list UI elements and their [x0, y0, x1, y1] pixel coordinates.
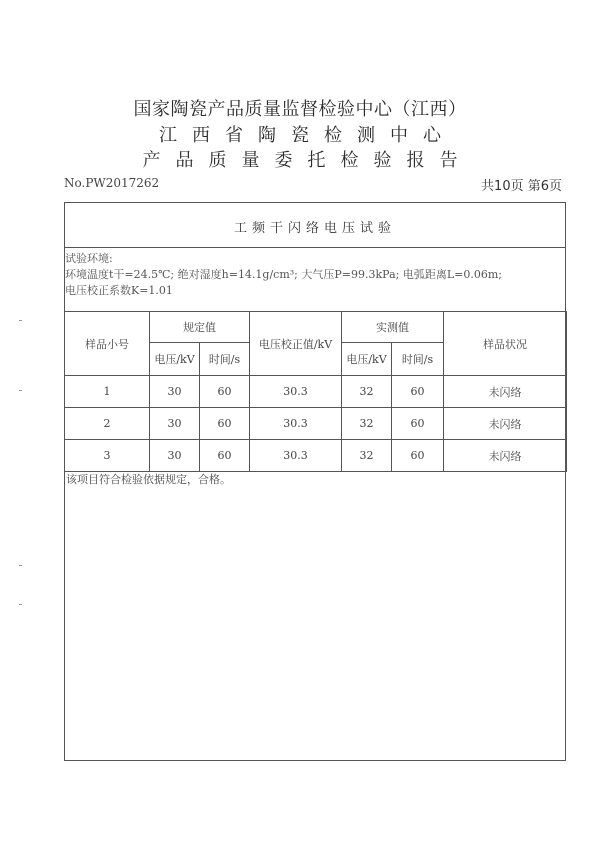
cell-sample-no: 1	[65, 376, 150, 408]
cell-meas-voltage: 32	[342, 408, 392, 440]
cell-meas-time: 60	[392, 440, 444, 472]
report-title: 产品质量委托检验报告	[142, 150, 473, 171]
divider	[65, 247, 565, 248]
cell-spec-voltage: 30	[150, 440, 200, 472]
cell-spec-voltage: 30	[150, 408, 200, 440]
cell-sample-no: 2	[65, 408, 150, 440]
cell-meas-time: 60	[392, 408, 444, 440]
report-frame	[64, 202, 566, 761]
subheader-spec-voltage: 电压/kV	[150, 343, 200, 376]
margin-tick	[19, 604, 22, 605]
voltage-correction-factor: 电压校正系数K=1.01	[65, 284, 173, 297]
header-measured-value: 实测值	[342, 312, 444, 343]
subheader-meas-voltage: 电压/kV	[342, 343, 392, 376]
section-title: 工频干闪络电压试验	[233, 221, 396, 236]
table-row	[65, 408, 567, 440]
cell-corrected-voltage: 30.3	[250, 408, 342, 440]
cell-meas-time: 60	[392, 376, 444, 408]
cell-status: 未闪络	[444, 408, 567, 440]
conclusion-text: 该项目符合检验依据规定，合格。	[66, 473, 231, 486]
table-row	[65, 376, 567, 408]
header-corrected-voltage: 电压校正值/kV	[250, 312, 342, 376]
cell-corrected-voltage: 30.3	[250, 376, 342, 408]
test-environment	[65, 251, 502, 299]
cell-spec-time: 60	[200, 408, 250, 440]
cell-status: 未闪络	[444, 440, 567, 472]
header-sample-status: 样品状况	[444, 312, 567, 376]
margin-tick	[19, 320, 22, 321]
center-name-title: 国家陶瓷产品质量监督检验中心（江西）	[133, 99, 467, 120]
cell-meas-voltage: 32	[342, 376, 392, 408]
environment-conditions: 环境温度t干=24.5℃; 绝对湿度h=14.1g/cm³; 大气压P=99.3kPa; 电弧距离L=0.06m;	[65, 268, 502, 281]
report-number: No.PW2017262	[64, 176, 160, 190]
cell-status: 未闪络	[444, 376, 567, 408]
table-row	[65, 440, 567, 472]
margin-tick	[19, 390, 22, 391]
header-sample-no: 样品小号	[65, 312, 150, 376]
subheader-meas-time: 时间/s	[392, 343, 444, 376]
cell-spec-voltage: 30	[150, 376, 200, 408]
header-specified-value: 规定值	[150, 312, 250, 343]
center-subtitle: 江西省陶瓷检测中心	[159, 125, 456, 146]
cell-corrected-voltage: 30.3	[250, 440, 342, 472]
cell-spec-time: 60	[200, 376, 250, 408]
cell-meas-voltage: 32	[342, 440, 392, 472]
results-table	[64, 311, 567, 472]
cell-spec-time: 60	[200, 440, 250, 472]
environment-label: 试验环境:	[65, 252, 113, 265]
cell-sample-no: 3	[65, 440, 150, 472]
margin-tick	[19, 565, 22, 566]
table-header-row	[65, 312, 567, 343]
page-indicator: 共10页 第6页	[481, 179, 562, 194]
subheader-spec-time: 时间/s	[200, 343, 250, 376]
